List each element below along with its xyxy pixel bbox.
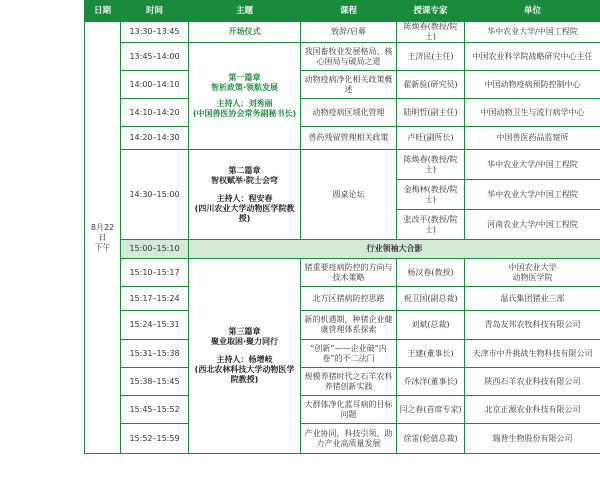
time-cell: 14:10–14:20: [121, 99, 189, 127]
course-cell: 新的机遇期，种猪企业健康管理体系探索: [301, 311, 397, 340]
course-cell: 北方区猪病防控思路: [301, 287, 397, 311]
header-unit: 单位: [465, 1, 600, 22]
date-cell: 8月22日 下午: [85, 22, 121, 454]
agenda-table: [84, 0, 600, 454]
chapter1-topic-cell: [189, 43, 301, 150]
chapter3-topic-cell: [189, 259, 301, 454]
unit-cell: 中国农业科学院战略研究中心主任: [465, 43, 600, 71]
chapter2-title: 第二篇章 智权赋举·院士会穹: [210, 165, 279, 185]
break-label: 行业领袖大合影: [189, 240, 600, 259]
table-row: [85, 368, 600, 396]
table-row: [85, 287, 600, 311]
expert-cell: 陈焕春(教授/院士): [397, 150, 465, 180]
chapter2-host: 主持人：程安春 (四川农业大学动物医学院教授): [194, 193, 295, 223]
expert-cell: 刘斌(总裁): [397, 311, 465, 340]
unit-cell: 陕西石羊农业科技有限公司: [465, 368, 600, 396]
unit-cell: 华中农业大学/中国工程院: [465, 22, 600, 43]
table-row: [85, 22, 600, 43]
expert-cell: 祝卫国(副总裁): [397, 287, 465, 311]
time-cell: 15:45–15:52: [121, 396, 189, 424]
table-row: [85, 259, 600, 287]
expert-cell: 陆明哲(副主任): [397, 99, 465, 127]
chapter1-host: 主持人：刘秀丽 (中国兽医协会常务副秘书长): [192, 99, 297, 118]
time-cell: 13:45–14:00: [121, 43, 189, 71]
header-topic: 主题: [189, 1, 301, 22]
table-row: [85, 99, 600, 127]
header-date: 日期: [85, 1, 121, 22]
break-row: [85, 240, 600, 259]
unit-cell: 温氏集团猪业三部: [465, 287, 600, 311]
table-row: [85, 424, 600, 454]
expert-cell: 闫之春(首席专家): [397, 396, 465, 424]
time-cell: 15:31–15:38: [121, 340, 189, 368]
time-cell: 14:00–14:10: [121, 71, 189, 99]
table-row: [85, 127, 600, 150]
course-cell: 猪重要疫病防控的方向与技术策略: [301, 259, 397, 287]
time-cell: 13:30–13:45: [121, 22, 189, 43]
course-cell: 兽药残留管理相关政策: [301, 127, 397, 150]
table-row: [85, 71, 600, 99]
course-cell: 动物疫病区域化管理: [301, 99, 397, 127]
time-cell: 15:38–15:45: [121, 368, 189, 396]
unit-cell: 中国兽医药品监察所: [465, 127, 600, 150]
expert-cell: 王建(董事长): [397, 340, 465, 368]
time-cell: 15:52–15:59: [121, 424, 189, 454]
time-cell: 14:30–15:00: [121, 150, 189, 240]
expert-cell: 张改平(教授/院士): [397, 210, 465, 240]
time-cell: 15:24–15:31: [121, 311, 189, 340]
table-row: [85, 340, 600, 368]
unit-cell: 中国动物卫生与流行病学中心: [465, 99, 600, 127]
unit-cell: 华中农业大学/中国工程院: [465, 180, 600, 210]
expert-cell: 乔冰洋(董事长): [397, 368, 465, 396]
expert-cell: 翟新验(研究员): [397, 71, 465, 99]
expert-cell: 徐雷(轮值总裁): [397, 424, 465, 454]
course-cell: 产业协同，科技引领，助力产业高质量发展: [301, 424, 397, 454]
time-cell: 15:10–15:17: [121, 259, 189, 287]
unit-cell: 中国动物疫病预防控制中心: [465, 71, 600, 99]
unit-cell: 河南农业大学/中国工程院: [465, 210, 600, 240]
course-cell: 规模养猪时代之石羊农科养猪创新实践: [301, 368, 397, 396]
chapter2-topic-cell: [189, 150, 301, 240]
unit-cell: 瑞普生物股份有限公司: [465, 424, 600, 454]
course-cell: 圆桌论坛: [301, 150, 397, 240]
chapter3-host: 主持人：杨增岐 (西北农林科技大学动物医学院教授): [194, 355, 295, 384]
expert-cell: 金梅林(教授/院士): [397, 180, 465, 210]
table-row: [85, 396, 600, 424]
unit-cell: 青岛友邦农牧科技有限公司: [465, 311, 600, 340]
unit-cell: 北京正源农业科技有限公司: [465, 396, 600, 424]
unit-cell: 华中农业大学/中国工程院: [465, 150, 600, 180]
course-cell: “创新”——企业破“内卷”的不二法门: [301, 340, 397, 368]
course-cell: 致辞/启幕: [301, 22, 397, 43]
expert-cell: 杨汉春(教授): [397, 259, 465, 287]
table-row: [85, 150, 600, 180]
header-time: 时间: [121, 1, 189, 22]
unit-cell: 天津市中升挑战生物科技有限公司: [465, 340, 600, 368]
header-expert: 授课专家: [397, 1, 465, 22]
course-cell: 我国畜牧业发展格局、核心困局与破局之道: [301, 43, 397, 71]
chapter3-title: 第三篇章 聚业取困·聚力同行: [210, 327, 279, 346]
topic-cell: 开场仪式: [189, 22, 301, 43]
expert-cell: 卢旺(副所长): [397, 127, 465, 150]
unit-cell: 中国农业大学 动物医学院: [465, 259, 600, 287]
course-cell: 大群体净化蓝耳病的目标问题: [301, 396, 397, 424]
chapter1-title: 第一篇章 智析政策·领航发展: [210, 73, 279, 92]
table-row: [85, 311, 600, 340]
course-cell: 动物疫病净化相关政策概述: [301, 71, 397, 99]
table-row: [85, 43, 600, 71]
time-cell: 15:00–15:10: [121, 240, 189, 259]
time-cell: 15:17–15:24: [121, 287, 189, 311]
header-course: 课程: [301, 1, 397, 22]
time-cell: 14:20–14:30: [121, 127, 189, 150]
expert-cell: 陈焕春(教授/院士): [397, 22, 465, 43]
header-row: [85, 1, 600, 22]
expert-cell: 王济民(主任): [397, 43, 465, 71]
